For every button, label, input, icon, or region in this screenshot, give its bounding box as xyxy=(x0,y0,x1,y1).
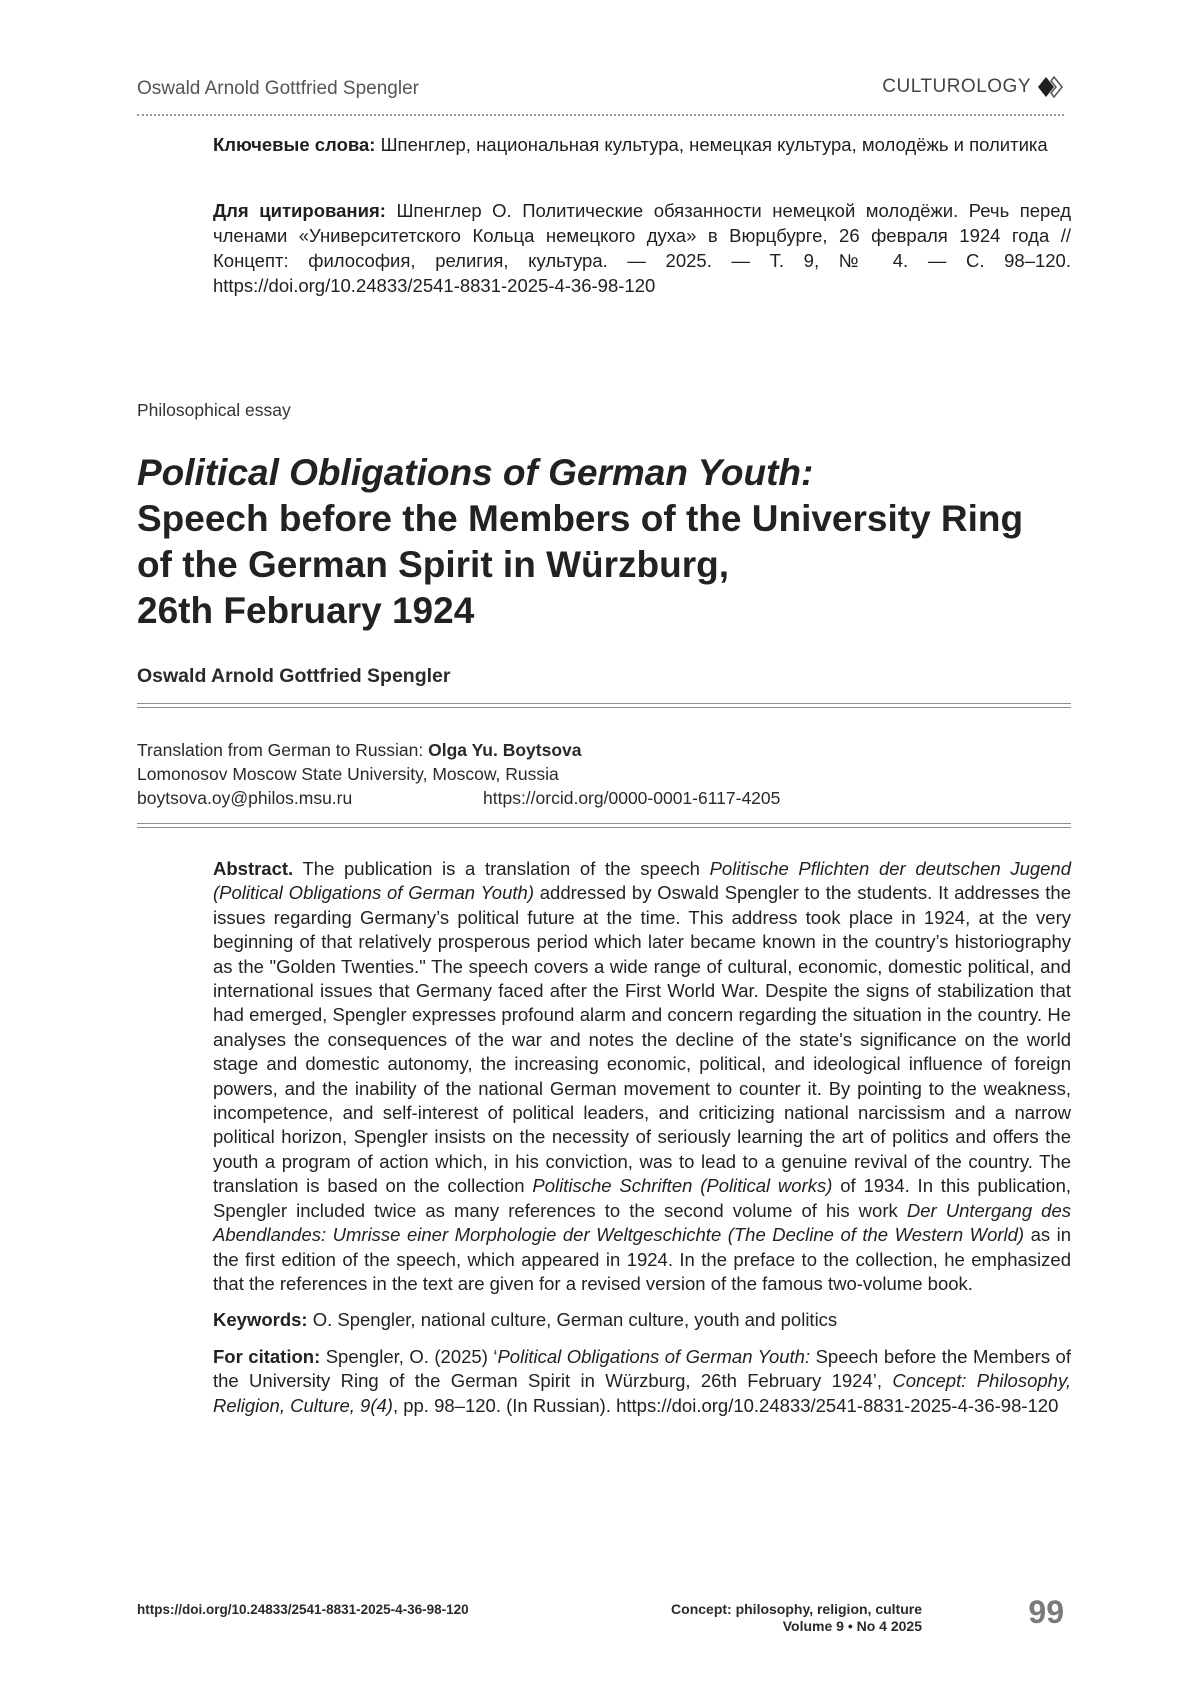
ru-citation-label: Для цитирования: xyxy=(213,200,386,221)
ru-citation xyxy=(213,198,1071,298)
abstract-italic: Politische Schriften (Political works) xyxy=(532,1175,833,1197)
page-number: 99 xyxy=(1028,1594,1064,1630)
title-line-4: 26th February 1924 xyxy=(137,590,475,631)
translator-email[interactable]: boytsova.oy@philos.msu.ru xyxy=(137,788,353,808)
citation-italic: Political Obligations of German Youth: xyxy=(497,1345,811,1367)
journal-logo-icon xyxy=(1037,76,1063,98)
citation-text: Speech before the Members of the University Ring of the German Spirit in Würzburg, 26th February 1924’, xyxy=(213,1345,1071,1392)
footer-volume: Volume 9 • No 4 2025 xyxy=(782,1618,922,1634)
footer-journal-name: Concept: philosophy, religion, culture xyxy=(671,1601,922,1617)
abstract-text: of 1934. In this publication, Spengler included twice as many references to the second volume of his work xyxy=(213,1175,1071,1221)
abstract-paragraph xyxy=(213,857,1071,1296)
citation-text: , pp. 98–120. (In Russian). https://doi.org/10.24833/2541-8831-2025-4-36-98-120 xyxy=(392,1394,1059,1416)
title-line-1: Political Obligations of German Youth: xyxy=(137,452,814,493)
citation-text: Spengler, O. (2025) ‘ xyxy=(320,1345,498,1367)
abstract-italic: Der Untergang des Abendlandes: Umrisse einer Morphologie der Weltgeschichte (The Decline of the Western World) xyxy=(213,1199,1072,1246)
translator-contacts xyxy=(137,786,781,810)
abstract-text: addressed by Oswald Spengler to the students. It addresses the issues regarding Germany’s political future at the time. This address took place in 1924, at the very beginning of that relatively prosperous period which later became known in the country’s historiography as the "Golden Twenties." The speech covers a wide range of cultural, economic, domestic political, and international issues that Germany faced after the First World War. Despite the signs of stabilization that had emerged, Spengler expresses profound alarm and concern regarding the situation in the country. He analyses the consequences of the war and notes the decline of the state's significance on the world stage and domestic autonomy, the increasing economic, political, and ideological influence of foreign powers, and the inability of the national German movement to counter it. By pointing to the weakness, incompetence, and self-interest of political leaders, and criticizing national narcissism and a narrow political horizon, Spengler insists on the necessity of seriously learning the art of politics and offers the youth a program of action which, in his conviction, was to lead to a genuine revival of the country. The translation is based on the collection xyxy=(213,882,1071,1197)
ru-keywords xyxy=(213,132,1071,157)
article-title xyxy=(137,450,1097,634)
section-label: CULTUROLOGY xyxy=(882,76,1031,97)
translator-affiliation: Lomonosov Moscow State University, Moscow, Russia xyxy=(137,764,559,784)
keywords-paragraph xyxy=(213,1308,1071,1332)
abstract-italic: Politische Pflichten der deutschen Jugend (Political Obligations of German Youth) xyxy=(213,858,1072,904)
author-divider xyxy=(137,703,1071,708)
running-header-author: Oswald Arnold Gottfried Spengler xyxy=(137,78,419,99)
keywords-label: Keywords: xyxy=(213,1309,308,1331)
translator-info xyxy=(137,738,781,810)
citation-label: For citation: xyxy=(213,1345,321,1367)
ru-keywords-label: Ключевые слова: xyxy=(213,134,376,155)
abstract-text: The publication is a translation of the speech xyxy=(293,858,710,879)
translator-prefix: Translation from German to Russian: xyxy=(137,740,429,760)
translator-name: Olga Yu. Boytsova xyxy=(428,740,582,760)
abstract-label: Abstract. xyxy=(213,858,294,879)
title-line-2: Speech before the Members of the University Ring xyxy=(137,498,1024,539)
ru-keywords-text: Шпенглер, национальная культура, немецкая культура, молодёжь и политика xyxy=(380,134,1048,155)
translator-row xyxy=(137,738,581,762)
footer-doi[interactable]: https://doi.org/10.24833/2541-8831-2025-4-36-98-120 xyxy=(137,1602,469,1617)
running-header-section xyxy=(882,76,1063,98)
abstract-block xyxy=(213,857,1071,1418)
article-genre: Philosophical essay xyxy=(137,400,291,420)
ru-citation-text: Шпенглер О. Политические обязанности немецкой молодёжи. Речь перед членами «Университетского Кольца немецкого духа» в Вюрцбурге, 26 февраля 1924 года // Концепт: философия, религия, культура. — 2025. — Т. 9, № 4. — С. 98–120. https://doi.org/10.24833/2541-8831-2025-4-36-98-120 xyxy=(213,200,1071,296)
citation-paragraph xyxy=(213,1345,1071,1418)
keywords-text: O. Spengler, national culture, German culture, youth and politics xyxy=(307,1309,838,1331)
abstract-text: as in the first edition of the speech, which appeared in 1924. In the preface to the collection, he emphasized that the references in the text are given for a revised version of the famous two-volume book. xyxy=(213,1224,1071,1294)
translator-orcid[interactable]: https://orcid.org/0000-0001-6117-4205 xyxy=(483,788,781,808)
article-author: Oswald Arnold Gottfried Spengler xyxy=(137,665,451,687)
citation-italic: Concept: Philosophy, Religion, Culture, 9(4) xyxy=(213,1370,1071,1416)
title-line-3: of the German Spirit in Würzburg, xyxy=(137,544,729,585)
header-divider xyxy=(137,114,1064,116)
translator-divider xyxy=(137,823,1071,828)
footer-journal xyxy=(600,1601,922,1635)
